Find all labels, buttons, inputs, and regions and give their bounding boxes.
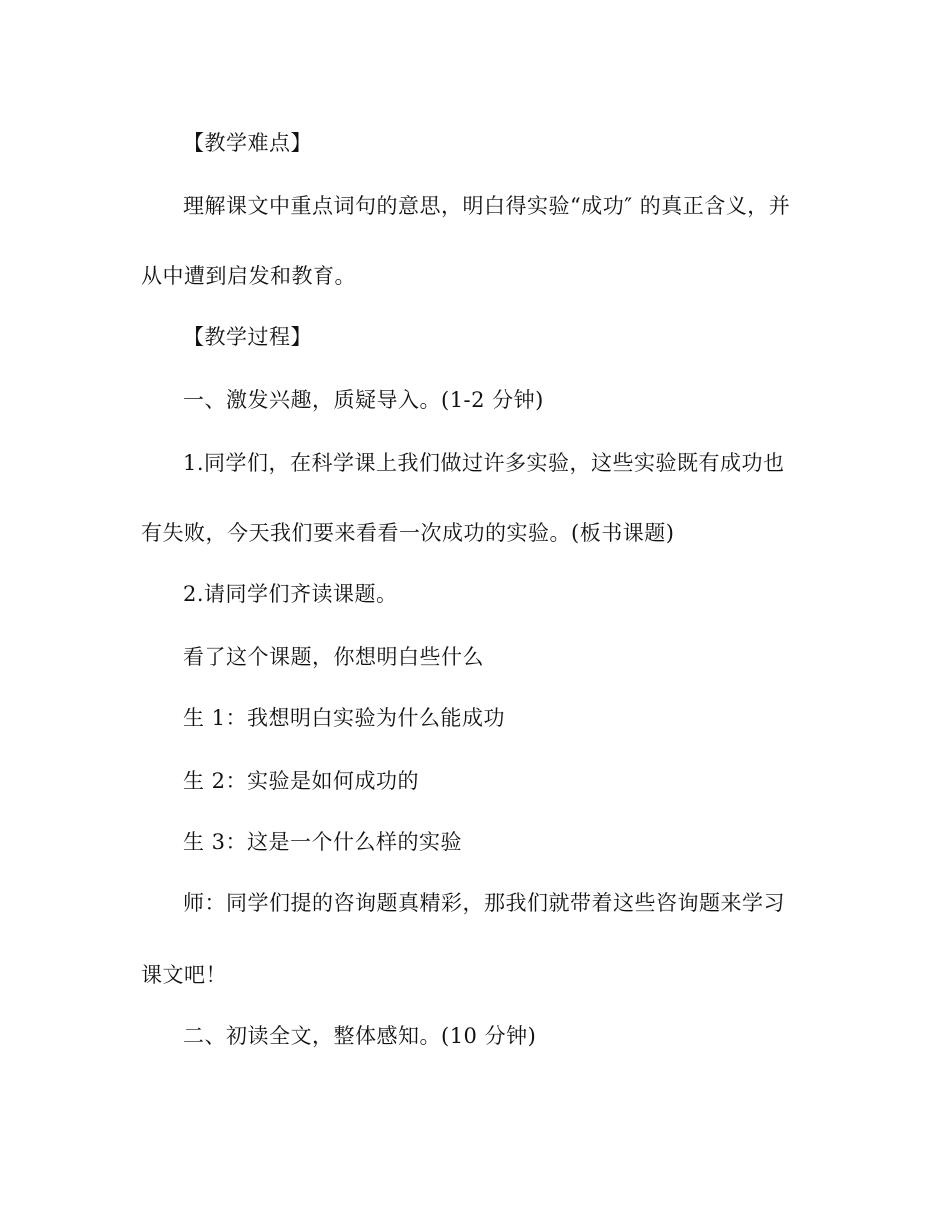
- paragraph-line: 有失败，今天我们要来看看一次成功的实验。(板书课题): [141, 521, 675, 545]
- student-answer: 生 1：我想明白实验为什么能成功: [183, 706, 506, 730]
- student-answer: 生 2：实验是如何成功的: [183, 769, 420, 793]
- paragraph-line: 看了这个课题，你想明白些什么: [183, 645, 484, 669]
- student-answer: 生 3：这是一个什么样的实验: [183, 830, 463, 854]
- paragraph-line: 2.请同学们齐读课题。: [183, 582, 398, 606]
- paragraph-line: 从中遭到启发和教育。: [141, 264, 356, 288]
- teacher-remark: 师：同学们提的咨询题真精彩，那我们就带着这些咨询题来学习: [183, 891, 785, 915]
- section-heading: 二、初读全文，整体感知。(10 分钟): [183, 1024, 537, 1048]
- heading-teaching-process: 【教学过程】: [183, 325, 312, 349]
- paragraph-line: 课文吧！: [141, 963, 227, 987]
- paragraph-line: 1.同学们，在科学课上我们做过许多实验，这些实验既有成功也: [183, 451, 785, 475]
- heading-teaching-difficulty: 【教学难点】: [183, 131, 312, 155]
- section-heading: 一、激发兴趣，质疑导入。(1-2 分钟): [183, 388, 544, 412]
- paragraph-line: 理解课文中重点词句的意思，明白得实验“成功″ 的真正含义，并: [183, 194, 791, 218]
